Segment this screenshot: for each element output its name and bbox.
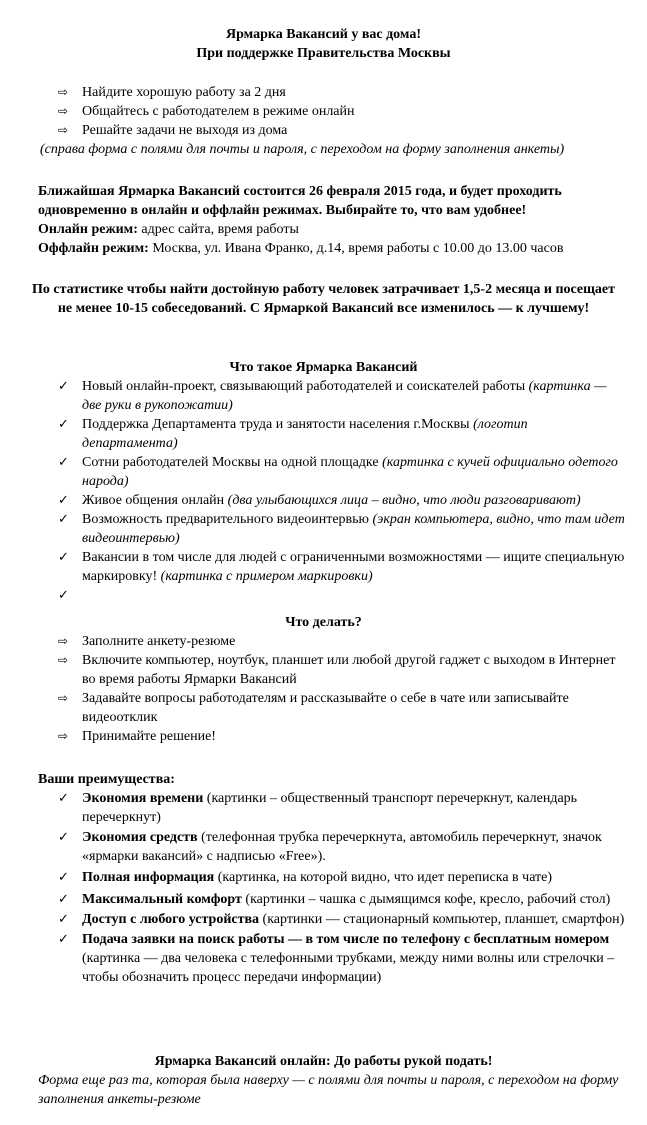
fair-info (0, 182, 647, 258)
arrow-bullet-icon: ⇨ (58, 729, 69, 743)
list-item: ✓ Доступ с любого устройства (картинки — стационарный компьютер, планшет, смартфон) (58, 912, 625, 927)
checkmark-icon: ✓ (58, 932, 69, 947)
intro-note: (справа форма с полями для почты и пароля, с переходом на форму заполнения анкеты) (40, 142, 565, 157)
list-item: ✓ Сотни работодателей Москвы на одной площадке (картинка с кучей официально одетого народа) (58, 455, 618, 489)
list-item: ✓ Живое общения онлайн (два улыбающихся лица – видно, что люди разговаривают) (58, 493, 581, 508)
checkmark-icon: ✓ (58, 912, 69, 927)
checkmark-icon: ✓ (58, 892, 69, 907)
checkmark-icon: ✓ (58, 550, 69, 565)
list-item: ✓ Экономия средств (телефонная трубка перечеркнута, автомобиль перечеркнут, значок «ярмарки вакансий» с надписью «Free»). (58, 830, 602, 864)
checkmark-icon: ✓ (58, 417, 69, 432)
list-item: ⇨ Принимайте решение! (58, 729, 216, 744)
list-item: ⇨ Общайтесь с работодателем в режиме онлайн (58, 104, 355, 119)
list-item: ⇨ Задавайте вопросы работодателям и рассказывайте о себе в чате или записывайте видеоотклик (58, 691, 569, 725)
what-to-do-list (0, 632, 647, 746)
checkmark-icon: ✓ (58, 830, 69, 845)
what-is-section (0, 358, 647, 605)
what-is-list (0, 377, 647, 605)
list-item: ✓ Поддержка Департамента труда и занятости населения г.Москвы (логотип департамента) (58, 417, 528, 451)
arrow-bullet-icon: ⇨ (58, 691, 69, 705)
list-item: ⇨ Решайте задачи не выходя из дома (58, 123, 288, 138)
what-to-do-title: Что делать? (285, 615, 362, 630)
arrow-bullet-icon: ⇨ (58, 634, 69, 648)
checkmark-icon: ✓ (58, 512, 69, 527)
list-item: ✓ Возможность предварительного видеоинтервью (экран компьютера, видно, что там идет видеоинтервью) (58, 512, 625, 546)
list-item: ✓ Новый онлайн-проект, связывающий работодателей и соискателей работы (картинка — две руки в рукопожатии) (58, 379, 607, 413)
list-item: ✓ Экономия времени (картинки – общественный транспорт перечеркнут, календарь перечеркнут) (58, 791, 578, 825)
footer-section (0, 1052, 647, 1109)
fair-announcement: Ближайшая Ярмарка Вакансий состоится 26 февраля 2015 года, и будет проходить одновременно в онлайн и оффлайн режимах. Выбирайте то, что вам удобнее! (38, 184, 562, 218)
list-item: ✓ Максимальный комфорт (картинки – чашка с дымящимся кофе, кресло, рабочий стол) (58, 892, 611, 907)
arrow-bullet-icon: ⇨ (58, 123, 69, 137)
list-item: ✓ Подача заявки на поиск работы — в том числе по телефону с бесплатным номером (картинка — два человека с телефонными трубками, между ними волны или стрелочки – чтобы обозначить процесс передачи информации) (58, 932, 615, 985)
checkmark-icon: ✓ (58, 493, 69, 508)
advantages-section (0, 770, 647, 987)
advantages-list (0, 789, 647, 987)
stats-paragraph: По статистике чтобы найти достойную работу человек затрачивает 1,5-2 месяца и посещает не менее 10-15 собеседований. С Ярмаркой Вакансий все изменилось — к лучшему! (31, 282, 616, 316)
footer-note: Форма еще раз та, которая была наверху — с полями для почты и пароля, с переходом на форму заполнения анкеты-резюме (38, 1073, 619, 1107)
arrow-bullet-icon: ⇨ (58, 653, 69, 667)
advantages-title: Ваши преимущества: (38, 772, 175, 787)
intro-section (0, 83, 647, 159)
list-item: ⇨ Найдите хорошую работу за 2 дня (58, 85, 286, 100)
arrow-bullet-icon: ⇨ (58, 104, 69, 118)
checkmark-icon: ✓ (58, 791, 69, 806)
arrow-bullet-icon: ⇨ (58, 85, 69, 99)
checkmark-icon: ✓ (58, 870, 69, 885)
list-item: ✓ Вакансии в том числе для людей с ограниченными возможностями — ищите специальную маркировку! (картинка с примером маркировки) (58, 550, 625, 584)
list-item: ✓ Полная информация (картинка, на которой видно, что идет переписка в чате) (58, 870, 553, 885)
document-header (0, 25, 647, 63)
header-subtitle: При поддержке Правительства Москвы (196, 46, 451, 61)
checkmark-icon: ✓ (58, 588, 69, 603)
what-to-do-section (0, 613, 647, 746)
checkmark-icon: ✓ (58, 379, 69, 394)
intro-list (0, 83, 647, 140)
checkmark-icon: ✓ (58, 455, 69, 470)
what-is-title: Что такое Ярмарка Вакансий (229, 360, 418, 375)
offline-mode: Оффлайн режим: Москва, ул. Ивана Франко, д.14, время работы с 10.00 до 13.00 часов (38, 241, 564, 256)
header-title: Ярмарка Вакансий у вас дома! (225, 27, 422, 42)
list-item: ⇨ Заполните анкету-резюме (58, 634, 236, 649)
list-item (0, 586, 647, 605)
online-mode: Онлайн режим: адрес сайта, время работы (38, 222, 299, 237)
list-item: ⇨ Включите компьютер, ноутбук, планшет или любой другой гаджет с выходом в Интернет во время работы Ярмарки Вакансий (58, 653, 616, 687)
footer-slogan: Ярмарка Вакансий онлайн: До работы рукой подать! (154, 1054, 493, 1069)
